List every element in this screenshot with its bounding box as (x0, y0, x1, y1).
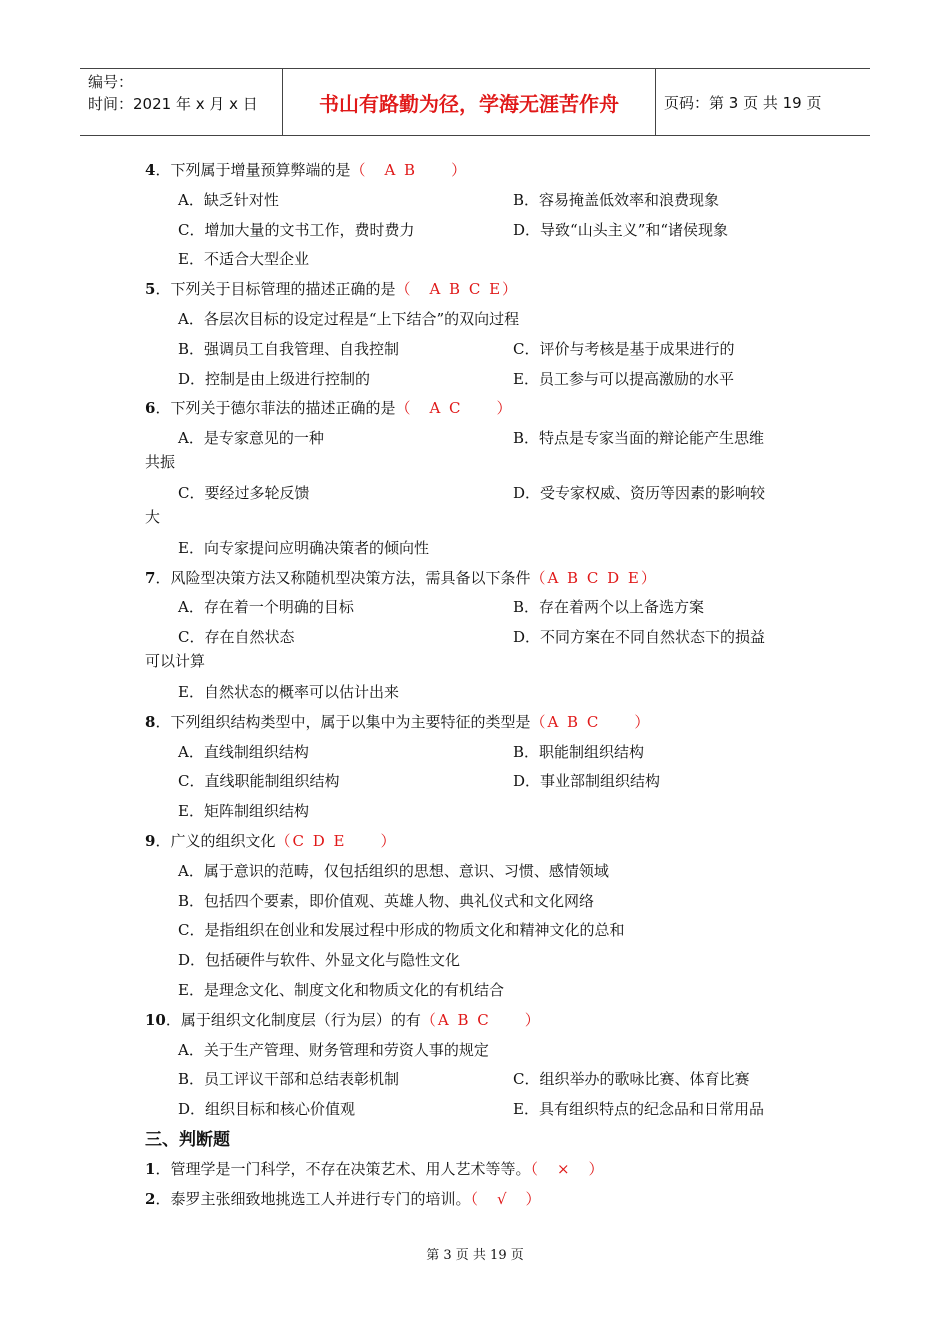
option-item: A．存在着一个明确的目标 (178, 598, 354, 617)
judgment-item (145, 1185, 825, 1215)
question-number: 8 (145, 712, 156, 731)
option-wrap-text: 可以计算 (145, 651, 206, 670)
question-stem (145, 1006, 825, 1036)
option-item: E．具有组织特点的纪念品和日常用品 (513, 1100, 764, 1119)
option-wrap-text: 共振 (145, 452, 176, 471)
option-item: B．职能制组织结构 (513, 742, 645, 761)
question-answer: （A B C ） (420, 1010, 542, 1029)
option-item: A．关于生产管理、财务管理和劳资人事的规定 (178, 1040, 489, 1059)
question-answer: （C D E ） (275, 831, 398, 850)
option-item: E．员工参与可以提高激励的水平 (513, 369, 734, 388)
option-row (145, 335, 825, 365)
option-item: B．特点是专家当面的辩论能产生思维 (513, 429, 765, 448)
question-number: 10 (145, 1010, 166, 1029)
question-number: 4 (145, 161, 156, 179)
question-number: 7 (145, 568, 156, 587)
time-label: 时间：2021 年 x 月 x 日 (88, 95, 258, 113)
option-row (145, 738, 825, 768)
judgment-answer: （ × ） (530, 1159, 606, 1178)
option-item: D．不同方案在不同自然状态下的损益 (513, 628, 766, 647)
question-stem (145, 827, 825, 857)
option-item: E．矩阵制组织结构 (178, 802, 309, 821)
option-item: E．不适合大型企业 (178, 250, 309, 269)
question-stem (145, 275, 825, 305)
question-text: ．下列关于德尔菲法的描述正确的是 (155, 399, 396, 418)
judgment-item (145, 1155, 825, 1185)
option-item: B．包括四个要素，即价值观、英雄人物、典礼仪式和文化网络 (178, 891, 595, 910)
question-stem (145, 564, 825, 594)
page-header (80, 68, 870, 136)
question-text: ．下列组织结构类型中，属于以集中为主要特征的类型是 (155, 712, 531, 731)
judgment-number: 2 (145, 1189, 156, 1208)
section-title: 三、判断题 (145, 1129, 230, 1150)
option-item: A．缺乏针对性 (178, 190, 279, 209)
question-answer: （ A B ） (350, 161, 469, 179)
option-item: C．要经过多轮反馈 (178, 483, 310, 502)
option-row (145, 245, 825, 275)
question-text: ．属于组织文化制度层（行为层）的有 (165, 1010, 421, 1029)
option-row (145, 216, 825, 246)
option-row (145, 305, 825, 335)
option-item: C．直线职能制组织结构 (178, 772, 340, 791)
option-row (145, 857, 825, 887)
question-answer: （A B C ） (530, 712, 652, 731)
question-text: ．风险型决策方法又称随机型决策方法，需具备以下条件 (155, 568, 531, 587)
option-row (145, 976, 825, 1006)
question-stem (145, 156, 825, 186)
judgment-answer: （ √ ） (470, 1189, 543, 1208)
question-number: 5 (145, 280, 156, 299)
header-meta (80, 69, 283, 135)
option-item: A．是专家意见的一种 (178, 429, 324, 448)
header-page-label: 页码：第 3 页 共 19 页 (664, 93, 822, 112)
option-item: D．包括硬件与软件、外显文化与隐性文化 (178, 951, 461, 970)
option-item: C．是指组织在创业和发展过程中形成的物质文化和精神文化的总和 (178, 921, 625, 940)
option-item: A．直线制组织结构 (178, 742, 309, 761)
judgment-text: ．管理学是一门科学，不存在决策艺术、用人艺术等等。 (155, 1159, 531, 1178)
option-row (145, 887, 825, 917)
option-item: B．存在着两个以上备选方案 (513, 598, 705, 617)
option-item: D．组织目标和核心价值观 (178, 1100, 356, 1119)
option-row (145, 424, 825, 454)
option-item: D．受专家权威、资历等因素的影响较 (513, 483, 766, 502)
question-answer: （ A C ） (395, 399, 514, 418)
question-answer: （ A B C E） (395, 280, 520, 299)
question-content (145, 156, 825, 1215)
page-footer: 第 3 页 共 19 页 (426, 1248, 524, 1263)
option-wrap-text: 大 (145, 507, 161, 526)
option-item: D．控制是由上级进行控制的 (178, 369, 371, 388)
option-row (145, 1095, 825, 1125)
option-row (145, 623, 825, 653)
option-row (145, 186, 825, 216)
option-row (145, 678, 825, 708)
option-item: C．评价与考核是基于成果进行的 (513, 339, 735, 358)
option-row (145, 365, 825, 395)
option-row (145, 534, 825, 564)
option-item: B．容易掩盖低效率和浪费现象 (513, 190, 720, 209)
option-item: D．导致“山头主义”和“诸侯现象 (513, 220, 729, 239)
question-stem (145, 394, 825, 424)
question-number: 6 (145, 399, 156, 418)
question-answer: （A B C D E） (530, 568, 658, 587)
question-number: 9 (145, 831, 156, 850)
option-row (145, 479, 825, 509)
option-item: E．向专家提问应明确决策者的倾向性 (178, 538, 429, 557)
question-text: ．广义的组织文化 (155, 831, 276, 850)
judgment-text: ．泰罗主张细致地挑选工人并进行专门的培训。 (155, 1189, 471, 1208)
option-item: C．组织举办的歌咏比赛、体育比赛 (513, 1070, 750, 1089)
option-item: C．存在自然状态 (178, 628, 295, 647)
option-row (145, 916, 825, 946)
header-motto: 书山有路勤为径，学海无涯苦作舟 (283, 69, 656, 135)
question-text: ．下列属于增量预算弊端的是 (155, 161, 351, 179)
number-label: 编号： (88, 73, 134, 91)
option-row (145, 1036, 825, 1066)
question-stem (145, 708, 825, 738)
option-row (145, 946, 825, 976)
option-item: D．事业部制组织结构 (513, 772, 661, 791)
option-row (145, 767, 825, 797)
option-item: E．是理念文化、制度文化和物质文化的有机结合 (178, 980, 504, 999)
option-item: A．属于意识的范畴，仅包括组织的思想、意识、习惯、感情领域 (178, 861, 609, 880)
option-item: B．强调员工自我管理、自我控制 (178, 339, 400, 358)
option-row (145, 593, 825, 623)
option-row (145, 797, 825, 827)
option-item: C．增加大量的文书工作，费时费力 (178, 220, 415, 239)
option-item: B．员工评议干部和总结表彰机制 (178, 1070, 400, 1089)
option-item: A．各层次目标的设定过程是“上下结合”的双向过程 (178, 309, 520, 328)
question-text: ．下列关于目标管理的描述正确的是 (155, 280, 396, 299)
option-row (145, 1065, 825, 1095)
judgment-number: 1 (145, 1159, 156, 1178)
option-item: E．自然状态的概率可以估计出来 (178, 682, 399, 701)
